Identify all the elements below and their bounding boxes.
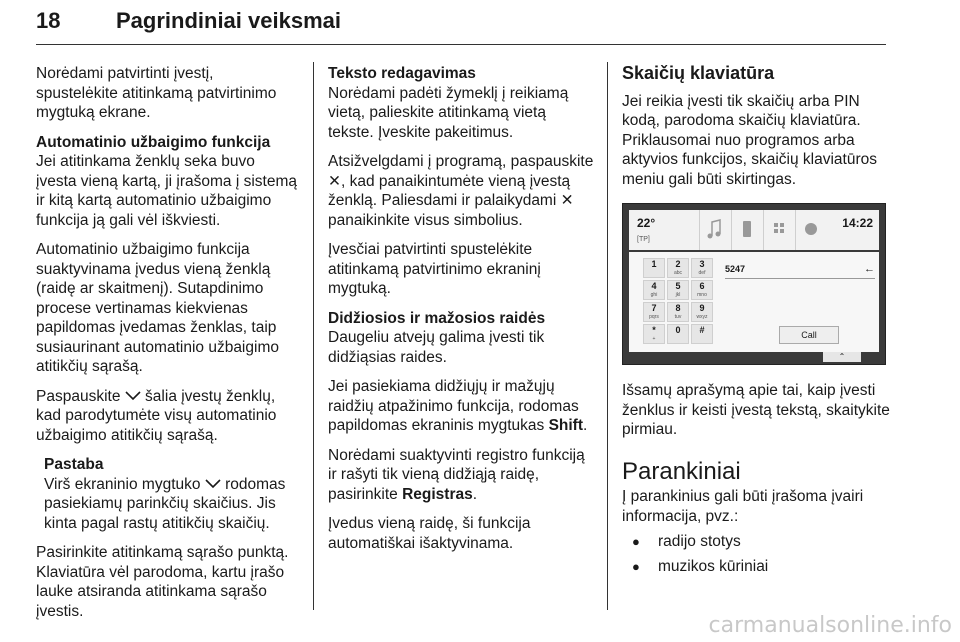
keypad-area (629, 252, 879, 352)
keypad-key[interactable]: 0 (667, 324, 689, 344)
clock: 14:22 (842, 216, 873, 230)
page-number: 18 (36, 8, 61, 33)
keypad-key[interactable]: 7 pqrs (643, 302, 665, 322)
paragraph: Automatinio užbaigimo funkcija suaktyvinama įvedus vieną ženklą (raidę ar skaitmenį). Sutapdinimo procese vertinamas kiekvienas papildomas įvedamas ženklas, taip susiaurinant automatinio užbaigimo atitikčių sąrašą. (36, 241, 279, 375)
section-heading: Teksto redagavimas (328, 65, 476, 82)
keypad-key[interactable]: 3 def (691, 258, 713, 278)
keypad-key[interactable]: 6 mno (691, 280, 713, 300)
paragraph: Norėdami patvirtinti įvestį, spustelėkite atitinkamą patvirtinimo mygtuką ekrane. (36, 65, 277, 121)
section-heading: Automatinio užbaigimo funkcija (36, 133, 271, 151)
keypad-key[interactable]: * + (643, 324, 665, 344)
numeric-keypad-screenshot (622, 203, 886, 365)
shift-label: Shift (548, 417, 583, 434)
section-heading: Parankiniai (622, 457, 741, 485)
temperature: 22° (637, 216, 656, 230)
column-1 (36, 64, 298, 631)
tp-indicator: [TP] (637, 236, 650, 243)
paragraph: Norėdami padėti žymeklį į reikiamą vietą, palieskite atitinkamą vietą tekste. Įveskite pakeitimus. (328, 84, 569, 141)
column-divider (607, 62, 608, 610)
paragraph: Pasirinkite atitinkamą sąrašo punktą. Klaviatūra vėl parodoma, kartu įrašo lauke atsiranda atitinkama sąrašo įvestis. (36, 544, 289, 620)
chevron-up-icon[interactable]: ⌃ (823, 352, 861, 362)
backspace-icon[interactable]: ← (864, 263, 875, 275)
music-note-icon (699, 210, 730, 250)
paragraph: Išsamų aprašymą apie tai, kaip įvesti ženklus ir keisti įvestą tekstą, skaitykite pirmiau. (622, 382, 890, 438)
keypad-key[interactable]: 5 jkl (667, 280, 689, 300)
paragraph: Daugeliu atvejų galima įvesti tik didžiąsias raides. (328, 329, 545, 366)
paragraph: Į parankinius gali būti įrašoma įvairi informacija, pvz.: (622, 488, 864, 525)
keypad-key[interactable]: 8 tuv (667, 302, 689, 322)
note-title: Pastaba (44, 456, 104, 473)
paragraph: Jei pasiekiama didžiųjų ir mažųjų raidžių atpažinimo funkcija, rodomas papildomas ekraninis mygtukas Shift. (328, 378, 588, 434)
list-item: ● muzikos kūriniai (622, 557, 892, 577)
paragraph: Jei atitinkama ženklų seka buvo įvesta vieną kartą, ji įrašoma į sistemą ir kitą kartą automatinio užbaigimo funkcija ją gali vėl iškviesti. (36, 153, 298, 229)
watermark: carmanualsonline.info (708, 613, 952, 638)
note-text: Virš ekraninio mygtuko rodomas pasiekiamų parinkčių skaičius. Jis kinta pagal rastų atitikčių skaičių. (44, 475, 286, 532)
bullet-list (622, 532, 892, 576)
keypad-key[interactable]: 1 (643, 258, 665, 278)
status-bar (629, 210, 879, 250)
paragraph: Norėdami suaktyvinti registro funkciją ir rašyti tik vieną didžiąją raidę, pasirinkite Registras. (328, 446, 585, 503)
keypad-key[interactable]: 2 abc (667, 258, 689, 278)
page-title: Pagrindiniai veiksmai (116, 8, 341, 33)
column-divider (313, 62, 314, 610)
number-entry-field[interactable]: 5247 (725, 260, 875, 279)
section-heading: Skaičių klaviatūra (622, 63, 775, 83)
keypad-key[interactable]: 9 wxyz (691, 302, 713, 322)
section-heading: Didžiosios ir mažosios raidės (328, 309, 546, 327)
paragraph: Jei reikia įvesti tik skaičių arba PIN kodą, parodoma skaičių klaviatūra. Priklausomai nuo programos arba aktyvios funkcijos, skaičių klaviatūros meniu gali būti skirtingas. (622, 92, 877, 188)
apps-icon (763, 210, 794, 250)
page-header (36, 8, 886, 45)
paragraph: Atsižvelgdami į programą, paspauskite ✕, kad panaikintumėte vieną įvestą ženklą. Paliesdami ir palaikydami ✕ panaikinkite visus simbolius. (328, 153, 594, 229)
paragraph: Įvesčiai patvirtinti spustelėkite atitinkamą patvirtinimo ekraninį mygtuką. (328, 241, 541, 297)
column-2 (328, 64, 594, 563)
keypad-key[interactable]: 4 ghi (643, 280, 665, 300)
phone-icon (731, 210, 762, 250)
info-icon (795, 210, 826, 250)
paragraph: Įvedus vieną raidę, ši funkcija automatiškai išaktyvinama. (328, 515, 531, 552)
paragraph: Paspauskite šalia įvestų ženklų, kad parodytumėte visų automatinio užbaigimo atitikčių sąrašą. (36, 387, 277, 444)
list-item: ● radijo stotys (622, 532, 892, 552)
keypad-key[interactable]: # (691, 324, 713, 344)
call-button[interactable]: Call (779, 326, 839, 344)
chevron-down-icon (125, 391, 141, 401)
registras-label: Registras (402, 485, 473, 503)
note-box (44, 455, 298, 533)
chevron-down-icon (205, 479, 221, 489)
column-3 (622, 64, 892, 581)
